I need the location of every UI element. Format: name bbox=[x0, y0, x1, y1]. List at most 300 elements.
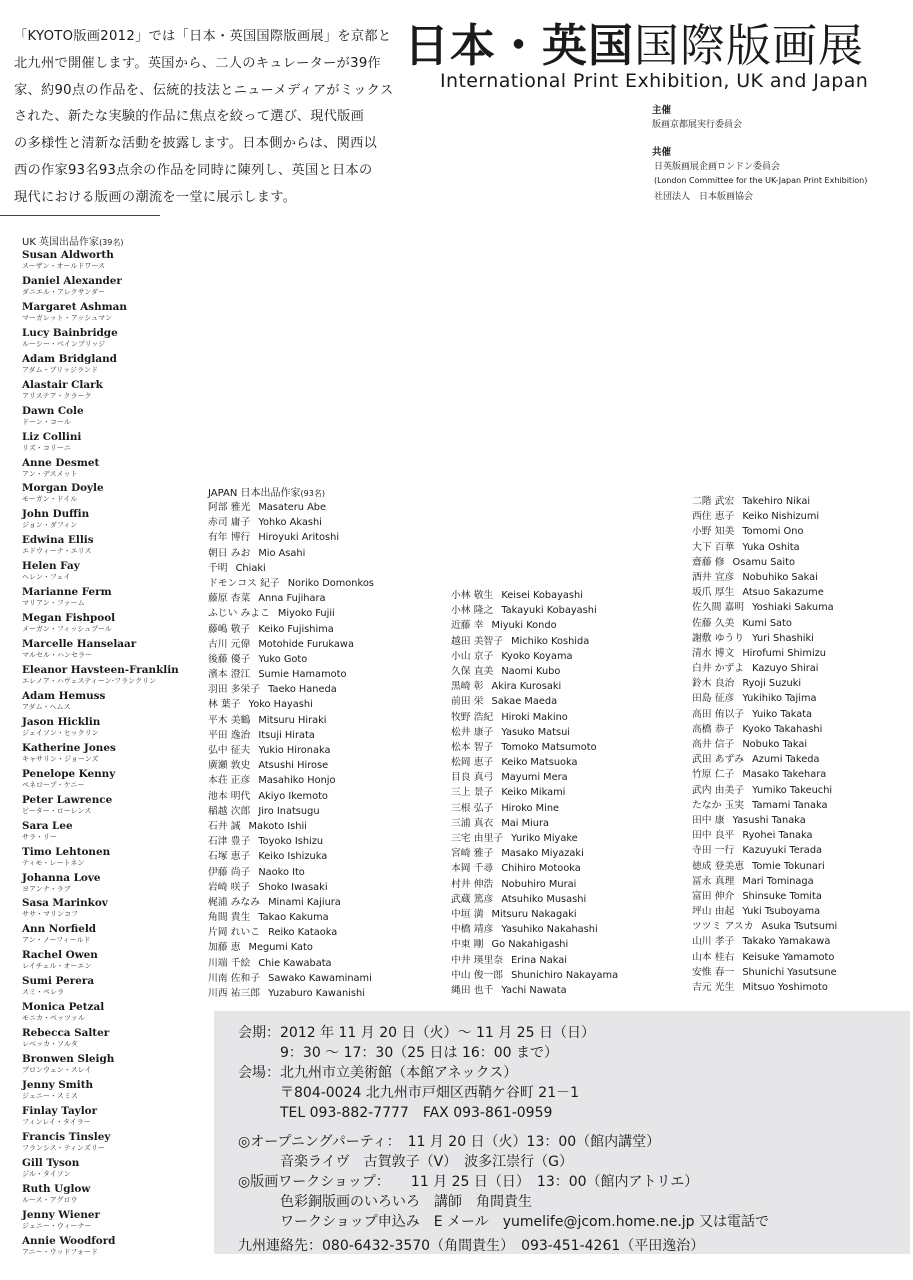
japan-artist bbox=[451, 725, 618, 740]
venue-phone: TEL 093-882-7777 FAX 093-861-0959 bbox=[238, 1105, 553, 1121]
uk-artist bbox=[22, 1182, 222, 1208]
uk-artist bbox=[22, 404, 222, 430]
uk-artist-katakana: ルーシー・ベインブリッジ bbox=[22, 339, 106, 348]
japan-artist-kanji: 冨永 真理 bbox=[692, 875, 735, 887]
japan-artist bbox=[451, 831, 618, 846]
japan-artist-kanji: 高井 信子 bbox=[692, 739, 735, 750]
japan-artist-kanji: 宮崎 雅子 bbox=[451, 848, 494, 860]
uk-artist bbox=[22, 637, 222, 663]
japan-artist bbox=[692, 767, 837, 782]
japan-artist-romaji: Yoshiaki Sakuma bbox=[752, 602, 834, 614]
japan-artist-kanji: 富田 伸介 bbox=[692, 890, 735, 902]
uk-artist-name: Gill Tyson bbox=[22, 1156, 80, 1169]
uk-artist-katakana: ピーター・ローレンス bbox=[22, 806, 92, 815]
uk-artist bbox=[22, 922, 222, 948]
japan-artist-kanji: 川西 祐三郎 bbox=[208, 988, 261, 999]
japan-artist-romaji: Yuri Shashiki bbox=[752, 632, 814, 644]
uk-artist-name: Jenny Smith bbox=[22, 1079, 94, 1091]
uk-artist bbox=[22, 300, 222, 326]
intro-line: の多様性と清新な活動を披露します。日本側からは、関西以 bbox=[14, 136, 378, 152]
japan-artist-romaji: Yoko Hayashi bbox=[248, 699, 313, 711]
japan-artist-romaji: Takayuki Kobayashi bbox=[501, 605, 597, 617]
japan-artist-kanji: 越田 美智子 bbox=[451, 635, 504, 647]
japan-artist bbox=[692, 843, 837, 858]
uk-heading bbox=[22, 233, 123, 248]
japan-artist-kanji: 佐久間 嘉明 bbox=[692, 602, 745, 614]
japan-artist bbox=[692, 555, 837, 570]
uk-artist bbox=[22, 1104, 222, 1130]
japan-artist-romaji: Keiko Fujishima bbox=[258, 623, 334, 635]
japan-artist bbox=[451, 953, 618, 968]
japan-artist bbox=[208, 865, 374, 880]
japan-artist-romaji: Atsushi Hirose bbox=[258, 760, 329, 772]
japan-artist-romaji: Masako Miyazaki bbox=[501, 848, 584, 860]
japan-artist-kanji: 寺田 一行 bbox=[692, 845, 735, 857]
uk-artist-katakana: マーガレット・アッシュマン bbox=[22, 313, 113, 322]
japan-artist-kanji: 齋藤 修 bbox=[692, 556, 725, 568]
japan-artist-kanji: 弘中 征夫 bbox=[208, 745, 251, 756]
japan-artist bbox=[208, 895, 374, 910]
japan-artist-romaji: Hiroki Makino bbox=[501, 711, 568, 723]
japan-artist-kanji: 林 葉子 bbox=[208, 699, 241, 711]
japan-artist-kanji: 赤司 庸子 bbox=[208, 517, 251, 529]
japan-artist-kanji: 前田 栄 bbox=[451, 696, 484, 708]
japan-artist bbox=[208, 546, 374, 561]
japan-artist-romaji: Noriko Domonkos bbox=[287, 577, 374, 589]
intro-line: 西の作家93名93点余の作品を同時に陳列し、英国と日本の bbox=[14, 162, 373, 178]
title-light: 国際版画展 bbox=[634, 19, 865, 72]
uk-artist-katakana: フランシス・ティンズリー bbox=[22, 1143, 105, 1152]
japan-artist-romaji: Yasuko Matsui bbox=[501, 726, 571, 738]
japan-artist-kanji: 徳成 登美恵 bbox=[692, 860, 745, 872]
japan-artist bbox=[451, 937, 618, 952]
japan-artist bbox=[208, 849, 374, 864]
japan-artist-romaji: Hiroyuki Aritoshi bbox=[258, 532, 340, 544]
japan-artist bbox=[451, 679, 618, 694]
uk-artist bbox=[22, 611, 222, 637]
japan-artist-kanji: 二階 武宏 bbox=[692, 496, 735, 507]
japan-artist-romaji: Chihiro Motooka bbox=[501, 863, 581, 875]
japan-artist-kanji: 川南 佐和子 bbox=[208, 972, 261, 984]
japan-artist-kanji: 松井 康子 bbox=[451, 726, 494, 738]
japan-artist bbox=[208, 622, 374, 637]
japan-artist bbox=[451, 710, 618, 725]
japan-artist-romaji: Yachi Nawata bbox=[501, 984, 567, 996]
uk-artist bbox=[22, 326, 222, 352]
uk-artist-name: Penelope Kenny bbox=[22, 767, 116, 780]
japan-artist-kanji: 謝敷 ゆうり bbox=[692, 632, 745, 644]
uk-artist bbox=[22, 845, 222, 871]
japan-artist bbox=[692, 965, 837, 980]
uk-artist-name: Helen Fay bbox=[22, 560, 80, 573]
japan-artist bbox=[692, 646, 837, 661]
uk-artist-katakana: モニカ・ペッツァル bbox=[22, 1014, 85, 1023]
japan-artist bbox=[451, 816, 618, 831]
uk-artist bbox=[22, 1052, 222, 1078]
uk-artist-name: Finlay Taylor bbox=[22, 1104, 98, 1117]
japan-artist bbox=[692, 904, 837, 919]
japan-artist bbox=[451, 922, 618, 937]
japan-artist bbox=[692, 540, 837, 555]
event-info-box bbox=[214, 1011, 910, 1254]
japan-artist bbox=[692, 934, 837, 949]
uk-artist bbox=[22, 1234, 222, 1260]
japan-artist bbox=[451, 634, 618, 649]
japan-artist bbox=[451, 649, 618, 664]
uk-artist bbox=[22, 585, 222, 611]
uk-artist bbox=[22, 871, 222, 897]
uk-artist bbox=[22, 1208, 222, 1234]
intro-line: された、新たな実験的作品に焦点を絞って選び、現代版画 bbox=[14, 109, 365, 125]
japan-artist-romaji: Kyoko Takahashi bbox=[742, 723, 823, 735]
uk-artist-list bbox=[22, 248, 222, 1260]
japan-artist-romaji: Yuka Oshita bbox=[742, 541, 800, 553]
uk-artist-katakana: ダニエル・アレクサンダー bbox=[22, 287, 105, 296]
japan-artist bbox=[208, 591, 374, 606]
japan-artist-romaji: Akiyo Ikemoto bbox=[258, 790, 328, 802]
japan-artist-romaji: Minami Kajiura bbox=[268, 896, 341, 908]
japan-artist bbox=[692, 874, 837, 889]
uk-artist-katakana: スミ・ペレラ bbox=[22, 988, 64, 997]
japan-artist-romaji: Sakae Maeda bbox=[491, 696, 558, 708]
uk-artist-name: Annie Woodford bbox=[22, 1234, 116, 1247]
title-bold: 日本・英国 bbox=[404, 19, 635, 72]
intro-line: 家、約90点の作品を、伝統的技法とニューメディアがミックス bbox=[14, 82, 394, 98]
uk-artist bbox=[22, 974, 222, 1000]
japan-artist bbox=[208, 500, 374, 515]
period-line: 会期：2012 年 11 月 20 日（火）～ 11 月 25 日（日） bbox=[238, 1025, 595, 1041]
japan-artist-kanji: 村井 伸浩 bbox=[451, 878, 494, 890]
japan-artist bbox=[692, 524, 837, 539]
japan-artist-kanji: 山本 桂右 bbox=[692, 951, 735, 963]
japan-artist-kanji: 武内 由美子 bbox=[692, 784, 745, 796]
japan-artist-romaji: Mayumi Mera bbox=[501, 772, 568, 784]
japan-artist bbox=[451, 892, 618, 907]
uk-artist-katakana: ジル・タイソン bbox=[22, 1169, 71, 1178]
uk-artist-name: Adam Bridgland bbox=[22, 352, 117, 365]
japan-artist-romaji: Kazuyuki Terada bbox=[742, 845, 823, 857]
japan-artist bbox=[692, 752, 837, 767]
japan-artist bbox=[208, 697, 374, 712]
japan-artist-romaji: Asuka Tsutsumi bbox=[761, 921, 838, 933]
uk-artist bbox=[22, 1078, 222, 1104]
japan-artist-romaji: Masateru Abe bbox=[258, 502, 327, 513]
japan-artist bbox=[451, 588, 618, 603]
japan-artist-kanji: 本荘 正彦 bbox=[208, 775, 251, 787]
host-label: 主催 bbox=[652, 105, 672, 116]
japan-artist bbox=[451, 664, 618, 679]
japan-artist-kanji: 伊藤 尚子 bbox=[208, 866, 251, 878]
japan-artist-kanji: 竹原 仁子 bbox=[692, 769, 735, 781]
japan-artist-kanji: 坪山 由起 bbox=[692, 906, 735, 918]
japan-artist-romaji: Chiaki bbox=[235, 562, 266, 574]
japan-artist bbox=[208, 971, 374, 986]
uk-artist-name: Timo Lehtonen bbox=[22, 845, 111, 858]
japan-artist-romaji: Keiko Mikami bbox=[501, 787, 566, 799]
japan-artist-romaji: Michiko Koshida bbox=[511, 635, 590, 647]
japan-artist-romaji: Keiko Matsuoka bbox=[501, 757, 578, 769]
japan-artist-kanji: 平田 逸治 bbox=[208, 729, 251, 741]
japan-artist bbox=[208, 713, 374, 728]
japan-artist-romaji: Yuki Tsuboyama bbox=[742, 906, 821, 918]
workshop-apply: ワークショップ申込み E メール yumelife@jcom.home.ne.jp 又は電話で bbox=[238, 1214, 770, 1230]
japan-artist-romaji: Keisei Kobayashi bbox=[501, 590, 583, 601]
japan-artist bbox=[692, 980, 837, 995]
japan-artist-romaji: Keisuke Yamamoto bbox=[742, 951, 835, 963]
uk-artist-katakana: レベッカ・ソルタ bbox=[22, 1040, 78, 1049]
japan-artist-kanji: 小山 京子 bbox=[451, 650, 494, 662]
uk-artist-katakana: ヘレン・フェイ bbox=[22, 573, 71, 582]
uk-artist-katakana: キャサリン・ジョーンズ bbox=[22, 754, 99, 763]
japan-artist-kanji: 朝日 みお bbox=[208, 547, 251, 559]
japan-artist bbox=[208, 819, 374, 834]
japan-artist-kanji: 濱本 澄江 bbox=[208, 669, 251, 681]
japan-artist-romaji: Takako Yamakawa bbox=[742, 936, 831, 948]
japan-artist bbox=[692, 631, 837, 646]
japan-artist-romaji: Motohide Furukawa bbox=[258, 638, 354, 650]
japan-artist-kanji: 廣瀬 敦史 bbox=[208, 760, 251, 772]
japan-artist bbox=[692, 661, 837, 676]
uk-artist-name: Sumi Perera bbox=[22, 975, 95, 988]
japan-artist-kanji: 石津 豊子 bbox=[208, 836, 251, 848]
uk-artist-name: Liz Collini bbox=[22, 430, 82, 443]
workshop-line: ◎版画ワークショップ： 11 月 25 日（日） 13：00（館内アトリエ） bbox=[238, 1174, 699, 1190]
host-name: 版画京都展実行委員会 bbox=[652, 120, 743, 130]
uk-artist bbox=[22, 1156, 222, 1182]
japan-artist-romaji: Miyuki Kondo bbox=[491, 620, 557, 632]
japan-artist-romaji: Yuriko Miyake bbox=[511, 833, 578, 844]
japan-artist bbox=[208, 986, 374, 1001]
japan-artist-romaji: Makoto Ishii bbox=[248, 820, 307, 832]
japan-artist-romaji: Shunichi Yasutsune bbox=[742, 966, 837, 978]
japan-artist-romaji: Sumie Hamamoto bbox=[258, 669, 347, 681]
japan-artist bbox=[208, 637, 374, 652]
uk-artist-name: Daniel Alexander bbox=[22, 274, 122, 287]
uk-artist bbox=[22, 1000, 222, 1026]
uk-artist-name: Dawn Cole bbox=[22, 404, 84, 417]
uk-artist bbox=[22, 1130, 222, 1156]
japan-artist-kanji: 安惟 春一 bbox=[692, 966, 735, 978]
co-host-label: 共催 bbox=[652, 147, 672, 158]
japan-artist-kanji: 加藤 恵 bbox=[208, 942, 241, 954]
uk-artist-katakana: リズ・コリーニ bbox=[22, 443, 71, 452]
uk-artist bbox=[22, 533, 222, 559]
japan-artist-romaji: Atsuhiko Musashi bbox=[501, 893, 587, 905]
japan-artist-kanji: 酒井 宣彦 bbox=[692, 571, 735, 583]
uk-artist-katakana: アダム・ブリッジランド bbox=[22, 365, 98, 374]
japan-artist-romaji: Mitsuo Yoshimoto bbox=[742, 982, 828, 993]
uk-artist bbox=[22, 456, 222, 482]
uk-artist bbox=[22, 481, 222, 507]
contact-line: 九州連絡先：080-6432-3570（角間貴生） 093-451-4261（平田逸治） bbox=[238, 1238, 705, 1254]
japan-artist-romaji: Tamami Tanaka bbox=[752, 799, 828, 811]
uk-artist-katakana: ジェイソン・ヒックリン bbox=[22, 728, 99, 737]
uk-artist bbox=[22, 378, 222, 404]
japan-artist-kanji: 松岡 恵子 bbox=[451, 757, 494, 769]
japan-artist bbox=[451, 801, 618, 816]
page-subtitle: International Print Exhibition, UK and Japan bbox=[440, 70, 869, 92]
japan-artist-kanji: 小林 敬生 bbox=[451, 590, 494, 601]
japan-artist-kanji: 牧野 浩紀 bbox=[451, 711, 494, 723]
japan-artist-kanji: 大下 百華 bbox=[692, 541, 735, 553]
japan-artist bbox=[692, 798, 837, 813]
japan-artist bbox=[692, 509, 837, 524]
japan-artist-romaji: Kumi Sato bbox=[742, 617, 792, 629]
japan-artist-kanji: 藤原 杏菜 bbox=[208, 593, 251, 605]
japan-artist-romaji: Yohko Akashi bbox=[258, 517, 322, 529]
japan-artist-kanji: 藤嶋 敬子 bbox=[208, 623, 251, 635]
uk-artist-name: Sasa Marinkov bbox=[22, 897, 108, 910]
japan-artist-kanji: 近藤 幸 bbox=[451, 620, 484, 632]
japan-artist-romaji: Anna Fujihara bbox=[258, 593, 326, 605]
uk-artist-name: Anne Desmet bbox=[22, 456, 100, 469]
japan-artist bbox=[208, 576, 374, 591]
uk-artist-name: Susan Aldworth bbox=[22, 249, 114, 261]
japan-artist-kanji: 阿部 雅光 bbox=[208, 502, 251, 513]
japan-artist-kanji: 田島 征彦 bbox=[692, 693, 735, 705]
uk-artist-name: Jason Hicklin bbox=[22, 715, 101, 728]
uk-artist bbox=[22, 741, 222, 767]
japan-artist-kanji: 吉元 光生 bbox=[692, 982, 735, 993]
japan-artist-romaji: Chie Kawabata bbox=[258, 957, 332, 969]
uk-artist-name: Lucy Bainbridge bbox=[22, 326, 118, 339]
japan-artist-romaji: Megumi Kato bbox=[248, 942, 313, 954]
japan-artist bbox=[208, 956, 374, 971]
japan-artist bbox=[692, 570, 837, 585]
uk-artist bbox=[22, 352, 222, 378]
japan-heading-label: JAPAN 日本出品作家 bbox=[208, 488, 301, 499]
opening-music: 音楽ライヴ 古賀敦子（V） 波多江崇行（G） bbox=[238, 1154, 574, 1170]
uk-artist-katakana: ティモ・レートネン bbox=[22, 858, 85, 867]
japan-artist-kanji: 川端 千絵 bbox=[208, 957, 251, 969]
uk-artist-name: Alastair Clark bbox=[22, 378, 103, 391]
japan-artist-romaji: Atsuo Sakazume bbox=[742, 587, 824, 599]
japan-artist-kanji: 岩崎 咲子 bbox=[208, 881, 251, 893]
japan-artist-romaji: Nobuko Takai bbox=[742, 739, 808, 750]
uk-artist-katakana: フィンレイ・タイラー bbox=[22, 1117, 91, 1126]
divider bbox=[0, 215, 160, 216]
japan-artist bbox=[692, 722, 837, 737]
uk-artist-name: Katherine Jones bbox=[22, 741, 116, 754]
japan-artist-romaji: Takehiro Nikai bbox=[742, 496, 811, 507]
japan-artist-kanji: 片岡 れいこ bbox=[208, 927, 261, 939]
uk-artist-name: Rachel Owen bbox=[22, 949, 98, 962]
japan-artist bbox=[208, 667, 374, 682]
japan-artist bbox=[692, 859, 837, 874]
japan-artist bbox=[692, 676, 837, 691]
uk-artist-katakana: アニー・ウッドフォード bbox=[22, 1247, 98, 1256]
uk-artist-katakana: ルース・アグロウ bbox=[22, 1195, 78, 1204]
japan-artist bbox=[692, 494, 837, 509]
japan-artist bbox=[451, 846, 618, 861]
japan-artist-kanji: 後藤 優子 bbox=[208, 653, 251, 665]
uk-artist-katakana: アン・デスメット bbox=[22, 469, 78, 478]
japan-artist bbox=[208, 925, 374, 940]
intro-paragraph bbox=[14, 24, 394, 212]
intro-line: 現代における版画の潮流を一堂に展示します。 bbox=[14, 189, 297, 205]
japan-artist-romaji: Akira Kurosaki bbox=[491, 681, 562, 693]
japan-artist-kanji: 武蔵 篤彦 bbox=[451, 893, 494, 905]
japan-artist bbox=[208, 652, 374, 667]
japan-artist bbox=[692, 600, 837, 615]
uk-artist-katakana: ヨアンナ・ラブ bbox=[22, 884, 71, 893]
japan-artist-kanji: 佐藤 久美 bbox=[692, 617, 735, 629]
japan-artist-romaji: Yuko Goto bbox=[258, 653, 308, 665]
japan-count: (93名) bbox=[300, 489, 325, 498]
japan-artist-romaji: Keiko Ishizuka bbox=[258, 851, 328, 863]
uk-artist-katakana: メーガン・フィッシュプール bbox=[22, 625, 112, 634]
japan-artist-kanji: 池本 明代 bbox=[208, 790, 251, 802]
uk-artist-name: Marcelle Hanselaar bbox=[22, 638, 137, 651]
japan-artist-romaji: Miyoko Fujii bbox=[277, 608, 335, 620]
japan-artist-romaji: Mio Asahi bbox=[258, 547, 306, 559]
japan-artist-kanji: 小野 知美 bbox=[692, 526, 735, 538]
japan-artist bbox=[208, 530, 374, 545]
uk-artist-katakana: スーザン・オールドワース bbox=[22, 262, 106, 270]
japan-artist-kanji: 白井 かずよ bbox=[692, 663, 745, 675]
japan-artist bbox=[692, 950, 837, 965]
japan-artist bbox=[208, 910, 374, 925]
uk-artist-katakana: ジェニー・スミス bbox=[22, 1092, 78, 1100]
japan-artist-romaji: Yuzaburo Kawanishi bbox=[268, 988, 365, 999]
japan-artist bbox=[451, 618, 618, 633]
japan-artist-kanji: 石井 誠 bbox=[208, 820, 241, 832]
japan-artist-romaji: Tomomi Ono bbox=[742, 526, 804, 538]
uk-artist bbox=[22, 896, 222, 922]
japan-artist-romaji: Yukihiko Tajima bbox=[742, 693, 817, 705]
japan-artist-kanji: 清水 博文 bbox=[692, 647, 735, 659]
uk-count: (39名) bbox=[99, 238, 124, 247]
japan-artist-romaji: Shinsuke Tomita bbox=[742, 890, 822, 902]
japan-artist-romaji: Yukio Hironaka bbox=[258, 745, 331, 756]
japan-artist-romaji: Go Nakahigashi bbox=[491, 939, 569, 951]
uk-artist bbox=[22, 559, 222, 585]
japan-artist bbox=[451, 603, 618, 618]
japan-artist bbox=[208, 561, 374, 576]
japan-artist bbox=[451, 968, 618, 983]
venue-line: 会場：北九州市立美術館（本館アネックス） bbox=[238, 1065, 518, 1081]
japan-artist-romaji: Shunichiro Nakayama bbox=[511, 969, 619, 981]
japan-artist-kanji: 武田 あずみ bbox=[692, 754, 745, 766]
uk-artist-katakana: アリステア・クラーク bbox=[22, 391, 92, 400]
japan-artist-romaji: Jiro Inatsugu bbox=[258, 805, 320, 817]
uk-artist-katakana: ジェニー・ウィーナー bbox=[22, 1221, 92, 1230]
uk-artist bbox=[22, 507, 222, 533]
japan-artist-kanji: 梶浦 みなみ bbox=[208, 896, 261, 908]
co-host-name: 日英版画展企画ロンドン委員会 bbox=[654, 162, 781, 172]
japan-artist-romaji: Nobuhiko Sakai bbox=[742, 571, 818, 583]
japan-artist-kanji: 黒崎 彰 bbox=[451, 681, 484, 693]
japan-artist-kanji: 中橋 靖彦 bbox=[451, 924, 494, 936]
uk-artist-name: Sara Lee bbox=[22, 819, 73, 832]
japan-artist bbox=[208, 834, 374, 849]
uk-artist-name: Adam Hemuss bbox=[22, 689, 106, 702]
page-title bbox=[404, 16, 864, 76]
japan-artist bbox=[451, 983, 618, 998]
japan-artist-romaji: Kyoko Koyama bbox=[501, 650, 573, 662]
japan-artist-kanji: 山川 孝子 bbox=[692, 936, 735, 948]
japan-artist-kanji: 三根 弘子 bbox=[451, 802, 494, 814]
japan-artist bbox=[208, 728, 374, 743]
uk-artist-katakana: ジョン・ダフィン bbox=[22, 521, 78, 530]
uk-artist bbox=[22, 430, 222, 456]
uk-artist-name: Peter Lawrence bbox=[22, 793, 113, 806]
uk-artist-name: Monica Petzal bbox=[22, 1001, 105, 1014]
japan-artist-kanji: 田中 良平 bbox=[692, 830, 735, 842]
uk-artist bbox=[22, 248, 222, 274]
japan-artist bbox=[208, 880, 374, 895]
japan-artist-kanji: 高田 侑以子 bbox=[692, 708, 745, 720]
